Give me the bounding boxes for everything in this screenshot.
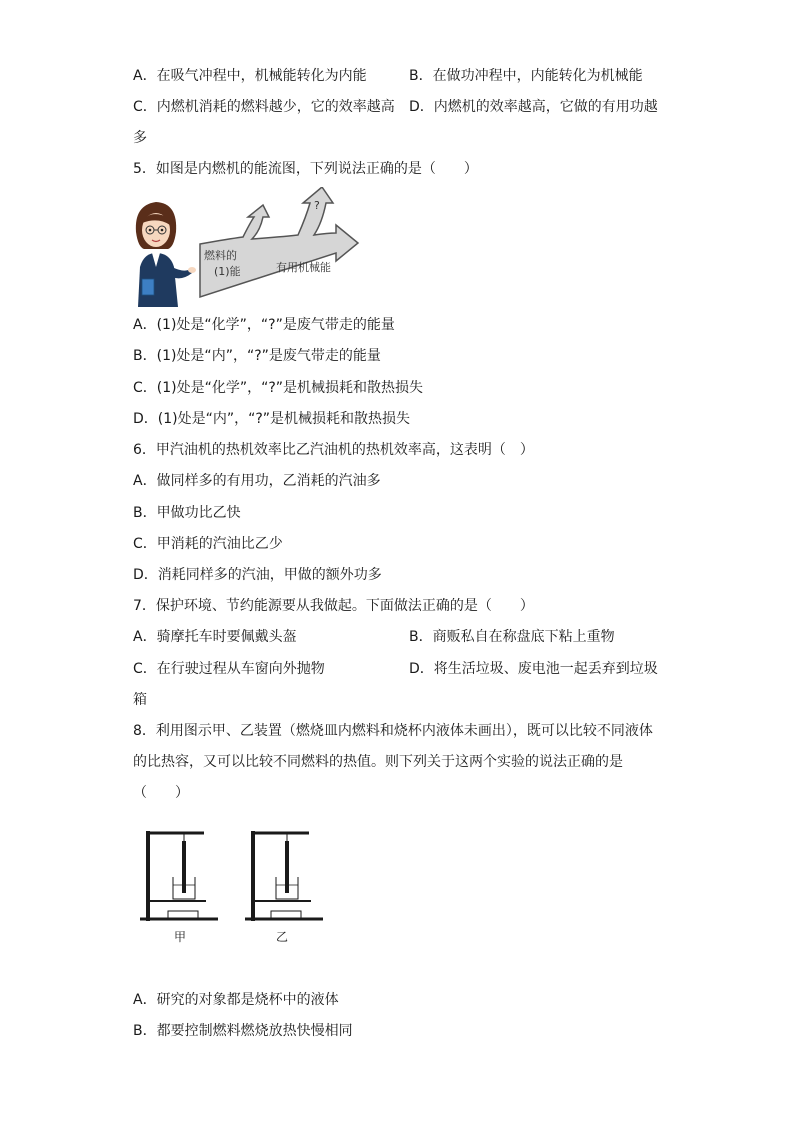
q5-energy-flow-figure	[128, 187, 368, 307]
q8-apparatus-figure	[140, 825, 340, 955]
label-jia: 甲	[174, 930, 187, 944]
energy-flow-arrows	[200, 187, 358, 297]
q8-stem-line3: （ ）	[133, 785, 189, 801]
q6-option-b: B．甲做功比乙快	[133, 505, 241, 521]
q6-stem: 6．甲汽油机的热机效率比乙汽油机的热机效率高，这表明（ ）	[133, 442, 534, 458]
question-mark-label: ?	[314, 199, 320, 212]
q6-option-a: A．做同样多的有用功，乙消耗的汽油多	[133, 473, 381, 489]
q8-stem-line2: 的比热容，又可以比较不同燃料的热值。则下列关于这两个实验的说法正确的是	[133, 754, 623, 770]
q7-option-d-continuation: 箱	[133, 692, 147, 708]
q8-option-b: B．都要控制燃料燃烧放热快慢相同	[133, 1023, 353, 1039]
q5-stem: 5．如图是内燃机的能流图，下列说法正确的是（ ）	[133, 161, 478, 177]
apparatus-jia	[140, 831, 218, 921]
fuel-label-line1: 燃料的	[204, 249, 237, 262]
label-yi: 乙	[276, 930, 289, 944]
q4-option-d: D．内燃机的效率越高，它做的有用功越	[409, 99, 658, 115]
q5-option-d: D．(1)处是“内”，“?”是机械损耗和散热损失	[133, 411, 411, 427]
q5-option-b: B．(1)处是“内”，“?”是废气带走的能量	[133, 348, 381, 364]
q7-option-d: D．将生活垃圾、废电池一起丢弃到垃圾	[409, 661, 658, 677]
teacher-illustration	[136, 202, 196, 307]
q4-option-d-continuation: 多	[133, 130, 147, 146]
q4-option-b: B．在做功冲程中，内能转化为机械能	[409, 68, 643, 84]
q7-option-c: C．在行驶过程从车窗向外抛物	[133, 661, 325, 677]
q8-stem-line1: 8．利用图示甲、乙装置（燃烧皿内燃料和烧杯内液体未画出），既可以比较不同液体	[133, 723, 653, 739]
q7-option-b: B．商贩私自在称盘底下粘上重物	[409, 629, 615, 645]
q4-option-a: A．在吸气冲程中，机械能转化为内能	[133, 68, 367, 84]
q5-option-c: C．(1)处是“化学”，“?”是机械损耗和散热损失	[133, 380, 424, 396]
q6-option-d: D．消耗同样多的汽油，甲做的额外功多	[133, 567, 382, 583]
q4-option-c: C．内燃机消耗的燃料越少，它的效率越高	[133, 99, 395, 115]
q6-option-c: C．甲消耗的汽油比乙少	[133, 536, 283, 552]
q5-option-a: A．(1)处是“化学”，“?”是废气带走的能量	[133, 317, 395, 333]
q7-stem: 7．保护环境、节约能源要从我做起。下面做法正确的是（ ）	[133, 598, 534, 614]
q8-option-a: A．研究的对象都是烧杯中的液体	[133, 992, 339, 1008]
q7-option-a: A．骑摩托车时要佩戴头盔	[133, 629, 297, 645]
apparatus-yi	[245, 831, 323, 921]
useful-mechanical-energy-label: 有用机械能	[276, 261, 331, 274]
fuel-label-line2: (1)能	[214, 265, 241, 278]
